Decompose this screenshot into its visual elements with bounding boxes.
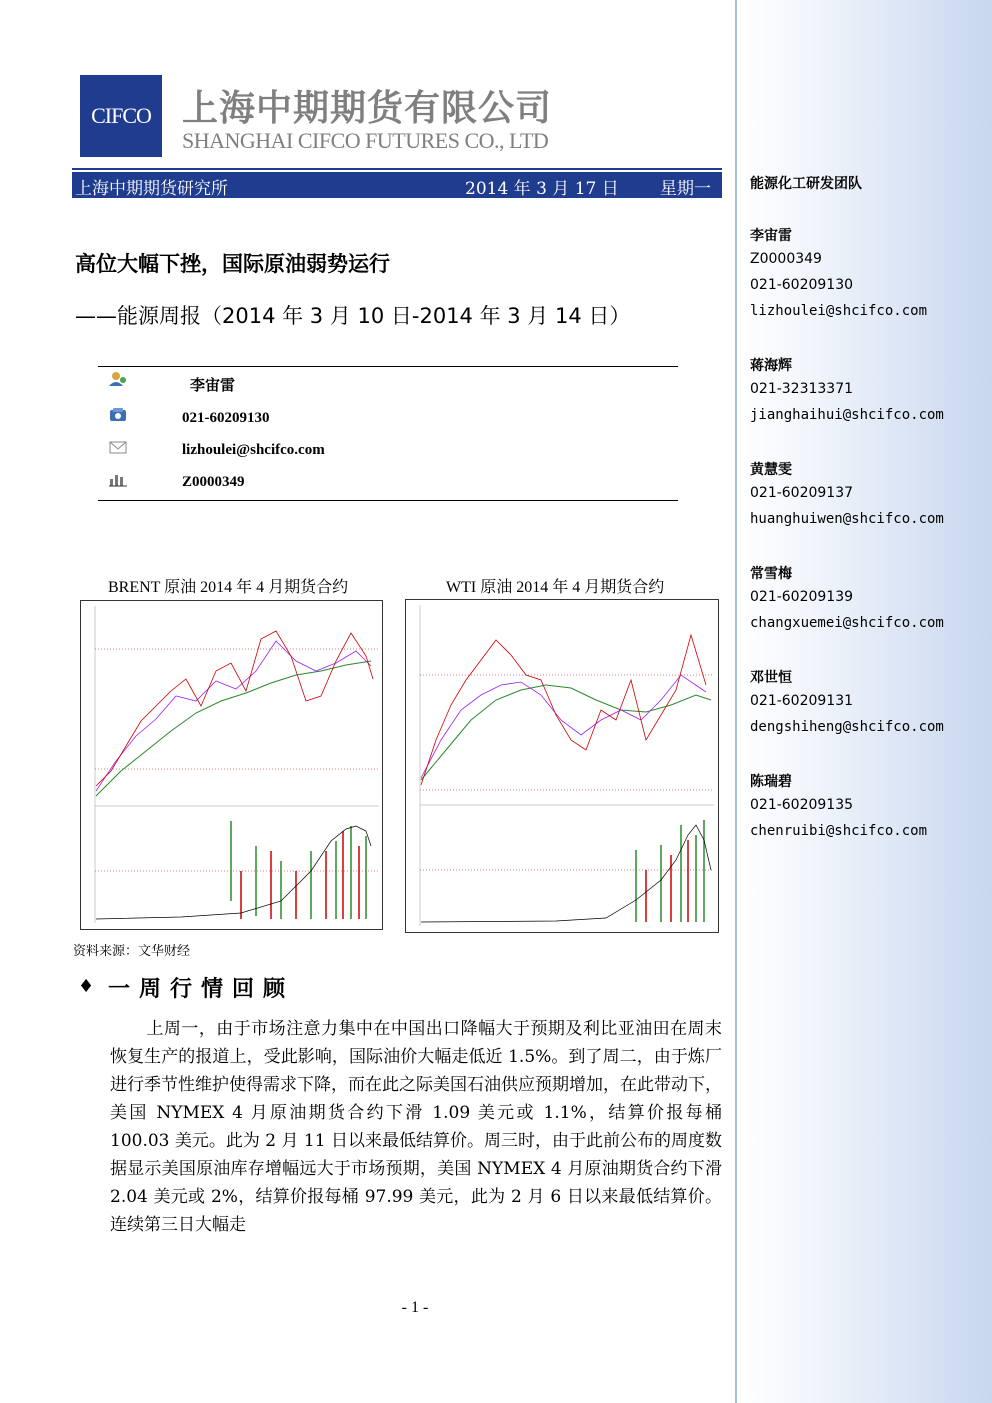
wti-chart-image — [405, 599, 719, 933]
logo-text: CIFCO — [91, 103, 151, 128]
author-name: 李宙雷 — [190, 378, 236, 394]
member-name: 黄慧雯 — [750, 462, 792, 478]
chart-source: 资料来源：文华财经 — [73, 944, 191, 959]
institute-name: 上海中期期货研究所 — [75, 179, 228, 199]
section-bullet-icon: ♦ — [78, 976, 95, 997]
member-phone: 021-60209131 — [750, 693, 854, 709]
author-info-box — [98, 366, 678, 501]
page-number: - 1 - — [401, 1299, 429, 1316]
company-name-en: SHANGHAI CIFCO FUTURES CO., LTD — [182, 128, 549, 153]
member-email[interactable]: dengshiheng@shcifco.com — [750, 719, 944, 735]
member-email[interactable]: changxuemei@shcifco.com — [750, 615, 944, 631]
member-name: 陈瑞碧 — [750, 774, 792, 790]
member-name: 李宙雷 — [750, 228, 792, 244]
member-email[interactable]: lizhoulei@shcifco.com — [750, 303, 928, 319]
report-title: 高位大幅下挫，国际原油弱势运行 — [75, 252, 390, 276]
member-phone: 021-60209137 — [750, 485, 854, 501]
header-bar — [72, 170, 722, 198]
member-phone: 021-60209135 — [750, 797, 854, 813]
author-license: Z0000349 — [182, 474, 245, 490]
member-email[interactable]: chenruibi@shcifco.com — [750, 823, 928, 839]
member-email[interactable]: huanghuiwen@shcifco.com — [750, 511, 944, 527]
report-date: 2014 年 3 月 17 日 — [465, 179, 619, 199]
member-name: 邓世恒 — [750, 670, 792, 686]
report-subtitle: ——能源周报（2014 年 3 月 10 日-2014 年 3 月 14 日） — [75, 304, 631, 328]
chart-icon — [108, 471, 128, 487]
contact-sidebar — [735, 0, 992, 1403]
report-weekday: 星期一 — [660, 179, 711, 199]
person-icon — [108, 371, 128, 387]
company-name-cn: 上海中期期货有限公司 — [182, 88, 553, 129]
member-id: Z0000349 — [750, 251, 822, 267]
member-phone: 021-60209139 — [750, 589, 854, 605]
company-logo — [80, 75, 162, 157]
member-email[interactable]: jianghaihui@shcifco.com — [750, 407, 944, 423]
team-name: 能源化工研发团队 — [750, 176, 862, 192]
author-phone: 021-60209130 — [182, 410, 270, 426]
member-name: 常雪梅 — [750, 566, 792, 582]
phone-icon — [108, 407, 128, 423]
brent-chart-caption: BRENT 原油 2014 年 4 月期货合约 — [108, 579, 349, 596]
paragraph-text: 上周一，由于市场注意力集中在中国出口降幅大于预期及利比亚油田在周末恢复生产的报道上，受此影响，国际油价大幅走低近 1.5%。到了周二，由于炼厂进行季节性维护使得需求下降，而在此之际美国石油供应预期增加，在此带动下，美国 NYMEX 4 月原油期货合约下滑 1.09 美元或 1.1%，结算价报每桶 100.03 美元。此为 2 月 11 日以来最低结算价。周三时，由于此前公布的周度数据显示美国原油库存增幅远大于市场预期，美国 NYMEX 4 月原油期货合约下滑 2.04 美元或 2%，结算价报每桶 97.99 美元，此为 2 月 6 日以来最低结算价。连续第三日大幅走 — [110, 1019, 722, 1235]
section-paragraph — [110, 1015, 722, 1239]
mail-icon — [108, 439, 128, 455]
brent-chart-image — [80, 600, 383, 930]
member-phone: 021-32313371 — [750, 381, 854, 397]
section-heading: 一周行情回顾 — [108, 976, 295, 1002]
wti-chart-caption: WTI 原油 2014 年 4 月期货合约 — [446, 579, 665, 596]
member-phone: 021-60209130 — [750, 277, 854, 293]
member-name: 蒋海辉 — [750, 358, 792, 374]
author-email: lizhoulei@shcifco.com — [182, 442, 325, 458]
